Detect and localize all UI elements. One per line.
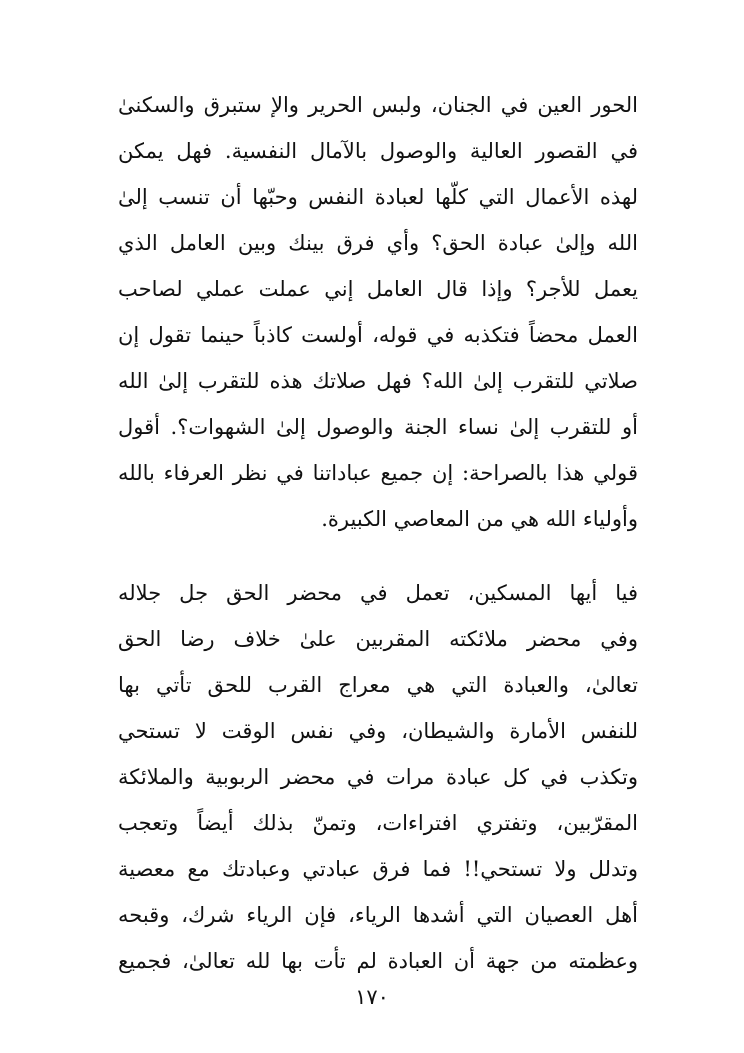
text-line: العمل محضاً فتكذبه في قوله، أولست كاذباً حينما تقول إن — [118, 323, 638, 347]
text-line: فيا أيها المسكين، تعمل في محضر الحق جل جلاله — [118, 581, 638, 605]
text-line: أو للتقرب إلىٰ نساء الجنة والوصول إلىٰ الشهوات؟. أقول — [118, 415, 638, 439]
text-line: المقرّبين، وتفتري افتراءات، وتمنّ بذلك أيضاً وتعجب — [118, 811, 638, 835]
paragraph-2 — [118, 570, 638, 984]
text-line: صلاتي للتقرب إلىٰ الله؟ فهل صلاتك هذه للتقرب إلىٰ الله — [118, 369, 638, 393]
text-line: وتدلل ولا تستحي!! فما فرق عبادتي وعبادتك مع معصية — [118, 857, 638, 881]
text-line: الحور العين في الجنان، ولبس الحرير والإ ستبرق والسكنىٰ — [118, 93, 638, 117]
paragraph-1 — [118, 82, 638, 542]
text-line: يعمل للأجر؟ وإذا قال العامل إني عملت عملي لصاحب — [118, 277, 638, 301]
text-line: وأولياء الله هي من المعاصي الكبيرة. — [321, 507, 638, 531]
text-line: قولي هذا بالصراحة: إن جميع عباداتنا في نظر العرفاء بالله — [118, 461, 638, 485]
text-line: وفي محضر ملائكته المقربين علىٰ خلاف رضا الحق — [118, 627, 638, 651]
text-line: في القصور العالية والوصول بالآمال النفسية. فهل يمكن — [118, 139, 638, 163]
page-number: ١٧٠ — [355, 985, 389, 1009]
text-line: أهل العصيان التي أشدها الرياء، فإن الرياء شرك، وقبحه — [118, 903, 638, 927]
text-line: تعالىٰ، والعبادة التي هي معراج القرب للحق تأتي بها — [118, 673, 638, 697]
text-line: وعظمته من جهة أن العبادة لم تأت بها لله تعالىٰ، فجميع — [118, 949, 638, 973]
text-line: الله وإلىٰ عبادة الحق؟ وأي فرق بينك وبين العامل الذي — [118, 231, 638, 255]
text-line: لهذه الأعمال التي كلّها لعبادة النفس وحبّها أن تنسب إلىٰ — [118, 185, 638, 209]
text-line: للنفس الأمارة والشيطان، وفي نفس الوقت لا تستحي — [118, 719, 638, 743]
text-line: وتكذب في كل عبادة مرات في محضر الربوبية والملائكة — [118, 765, 638, 789]
